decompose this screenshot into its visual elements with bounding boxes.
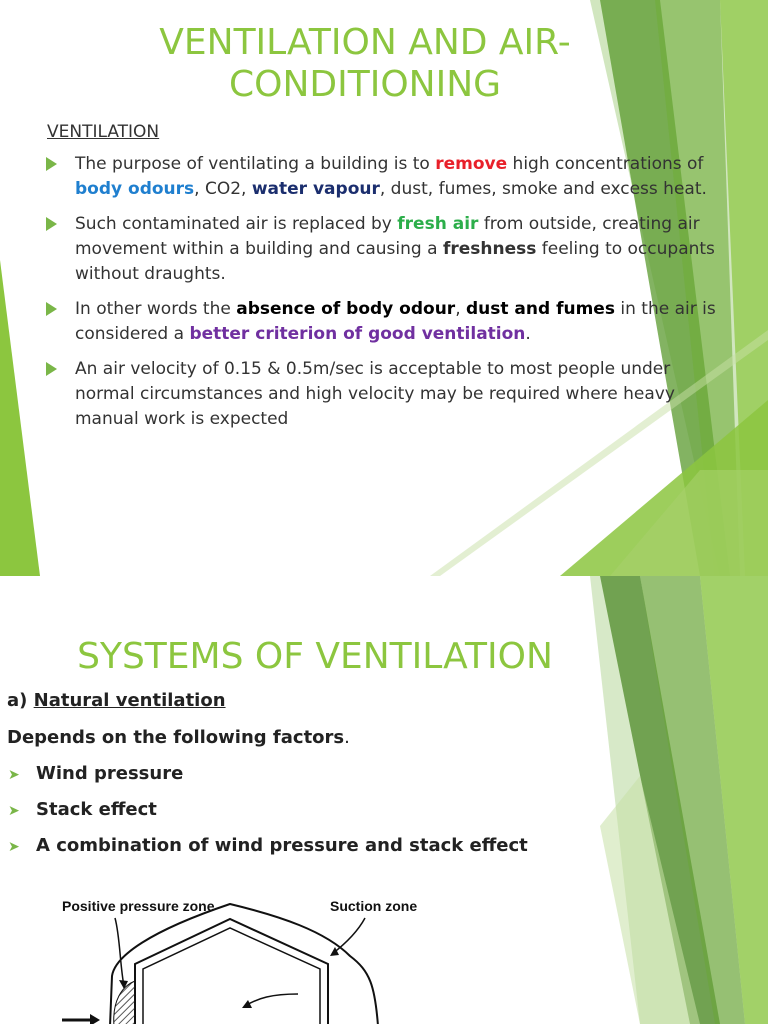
depends-text: Depends on the following factors xyxy=(7,727,345,748)
section-heading: VENTILATION xyxy=(47,122,160,142)
slide-title: VENTILATION AND AIR-CONDITIONING xyxy=(159,22,571,105)
chevron-bullet-icon: ➤ xyxy=(8,767,20,783)
building-inner-wall xyxy=(143,928,320,1024)
triangle-bullet-icon xyxy=(46,302,57,316)
pointer-line xyxy=(332,918,365,954)
arrow-icon xyxy=(242,1000,252,1008)
bullet-text-run: absence of body odour xyxy=(236,299,456,319)
bullet-list xyxy=(45,152,725,442)
bullet-text-run: In other words the xyxy=(75,299,237,319)
depends-line xyxy=(7,727,350,748)
factor-item: Wind pressure xyxy=(36,763,184,784)
triangle-bullet-icon xyxy=(46,217,57,231)
slide-systems-of-ventilation xyxy=(0,576,768,1024)
bullet-text-run: The purpose of ventilating a building is to xyxy=(75,154,436,174)
bullet-text-run: , dust, fumes, smoke and excess heat. xyxy=(379,179,707,199)
suction-zone-label: Suction zone xyxy=(330,898,418,914)
pointer-line xyxy=(115,918,124,986)
bullet-item xyxy=(45,297,725,347)
airflow-arrow xyxy=(245,994,298,1006)
bullet-text-run: , CO2, xyxy=(194,179,252,199)
arrow-icon xyxy=(90,1014,100,1024)
bullet-text-run: freshness xyxy=(442,239,537,259)
bullet-text-run: , xyxy=(455,299,466,319)
bullet-text-run: better criterion of good ventilation xyxy=(189,324,526,344)
triangle-bullet-icon xyxy=(46,157,57,171)
building-outer-wall xyxy=(135,919,328,1024)
bullet-text-run: remove xyxy=(435,154,508,174)
positive-pressure-label: Positive pressure zone xyxy=(62,898,215,914)
bullet-item xyxy=(45,357,725,432)
depends-period: . xyxy=(344,727,350,748)
bullet-text-run: fresh air xyxy=(397,214,479,234)
chevron-bullet-icon: ➤ xyxy=(8,839,20,855)
bullet-item xyxy=(45,212,725,287)
bullet-text-run: high concentrations of xyxy=(507,154,704,174)
bullet-text-run: from outside, creating air movement within a building and causing a xyxy=(75,214,700,259)
bullet-text-run: water vapour xyxy=(251,179,380,199)
chevron-bullet-icon: ➤ xyxy=(8,803,20,819)
triangle-bullet-icon xyxy=(46,362,57,376)
bullet-item xyxy=(45,152,725,202)
bullet-text-run: An air velocity of 0.15 & 0.5m/sec is acceptable to most people under normal circumstances and high velocity may be required where heavy manual work is expected xyxy=(75,359,675,429)
bullet-text-run: Such contaminated air is replaced by xyxy=(75,214,398,234)
bullet-text-run: . xyxy=(525,324,531,344)
factor-item: Stack effect xyxy=(36,799,157,820)
natural-ventilation-diagram xyxy=(40,876,460,1024)
natural-ventilation-label: Natural ventilation xyxy=(33,690,226,711)
bullet-text-run: dust and fumes xyxy=(466,299,615,319)
bullet-text-run: in the air is considered a xyxy=(75,299,716,344)
bullet-text-run: feeling to occupants without draughts. xyxy=(75,239,715,284)
slide-title: SYSTEMS OF VENTILATION xyxy=(77,636,553,677)
bullet-text-run: body odours xyxy=(75,179,195,199)
item-prefix: a) xyxy=(7,690,34,711)
arrow-icon xyxy=(330,947,339,956)
factor-item: A combination of wind pressure and stack effect xyxy=(36,835,528,856)
natural-ventilation-heading xyxy=(7,690,226,711)
